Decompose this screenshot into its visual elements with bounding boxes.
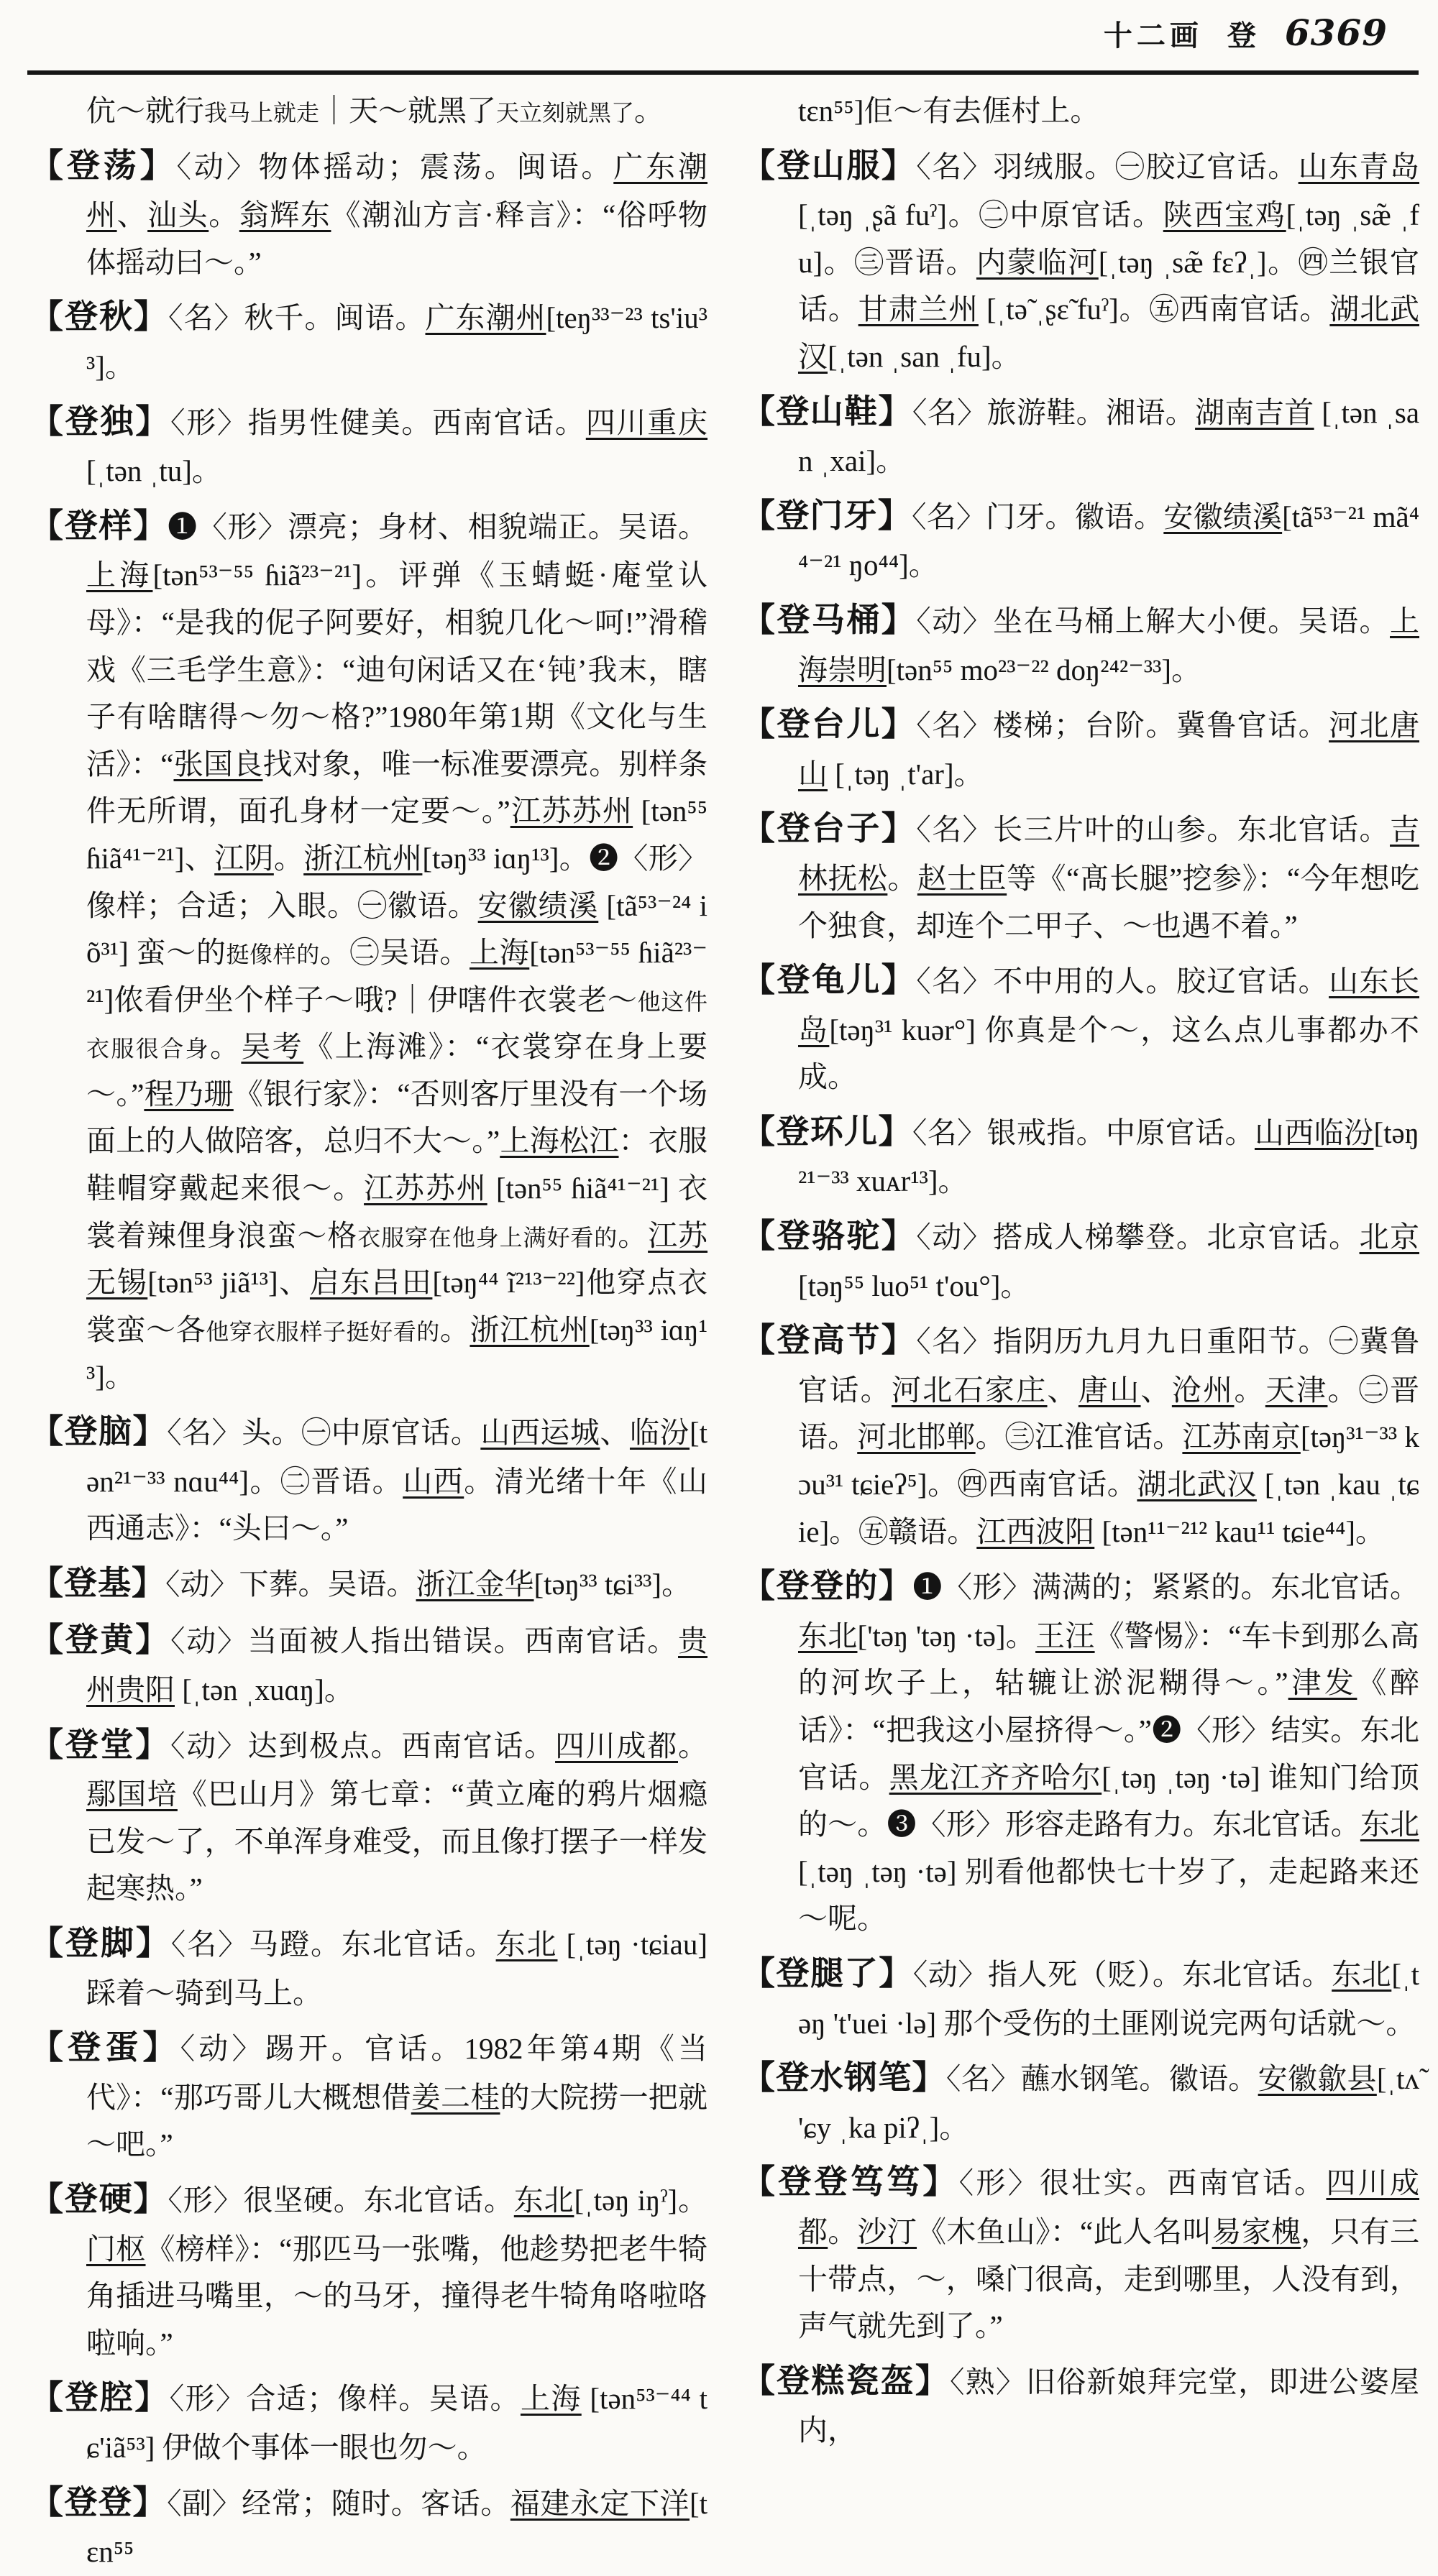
dictionary-entry: 【登环儿】〈名〉银戒指。中原官话。山西临汾[təŋ²¹⁻³³ xuᴀr¹³]。	[742, 1113, 1420, 1198]
page-number: 6369	[1284, 12, 1388, 54]
proper-name-underline: 安徽歙县	[1258, 2062, 1377, 2096]
entry-headword: 【登脑】	[30, 1413, 168, 1450]
inline-gloss: 天立刻就黑了	[496, 100, 635, 126]
continuation-text: 伉～就行我马上就走｜天～就黑了天立刻就黑了。	[86, 94, 664, 127]
proper-name-underline: 浙江杭州	[470, 1312, 590, 1346]
proper-name-underline: 北京	[1359, 1220, 1420, 1254]
dictionary-entry: 【登荡】〈动〉物体摇动；震荡。闽语。广东潮州、汕头。翁辉东《潮汕方言·释言》：“俗呼物体摇动曰～。”	[30, 147, 708, 279]
proper-name-underline: 张国良	[173, 747, 263, 781]
proper-name-underline: 程乃珊	[144, 1077, 234, 1110]
proper-name-underline: 湖北武汉	[798, 293, 1420, 373]
proper-name-underline: 江苏苏州	[364, 1172, 487, 1205]
entry-headword: 【登登的】	[742, 1568, 913, 1605]
dictionary-entry: 【登蛋】〈动〉踢开。官话。1982年第4期《当代》：“那巧哥儿大概想借姜二桂的大院捞一把就～吧。”	[30, 2029, 708, 2161]
proper-name-underline: 陕西宝鸡	[1163, 198, 1286, 232]
entry-headword: 【登堂】	[30, 1726, 170, 1763]
entry-headword: 【登秋】	[30, 298, 168, 336]
entry-headword: 【登独】	[30, 402, 170, 440]
proper-name-underline: 广东潮州	[425, 301, 546, 335]
dictionary-entry: 【登登笃笃】〈形〉很壮实。西南官话。四川成都。沙汀《木鱼山》：“此人名叫易家槐，只有三十带点，～，嗓门很高，走到哪里，人没有到，声气就先到了。”	[742, 2163, 1420, 2343]
entry-headword: 【登山服】	[742, 147, 917, 184]
entry-headword: 【登马桶】	[742, 601, 917, 638]
dictionary-entry: 【登腔】〈形〉合适；像样。吴语。上海 [tən⁵³⁻⁴⁴ tɕ'iã⁵³] 伊做个事体一眼也勿～。	[30, 2379, 708, 2464]
proper-name-underline: 湖南吉首	[1195, 395, 1314, 429]
section-character-label: 登	[1227, 19, 1260, 52]
proper-name-underline: 汕头	[147, 198, 209, 232]
dictionary-entry: 【登硬】〈形〉很坚硬。东北官话。东北[ˌtəŋ iŋˀ]。门枢《榜样》：“那匹马一张嘴，他趁势把老牛犄角插进马嘴里，～的马牙，撞得老牛犄角咯啦咯啦响。”	[30, 2180, 708, 2360]
right-column	[742, 88, 1420, 2447]
dictionary-entry: 【登龟儿】〈名〉不中用的人。胶辽官话。山东长岛[təŋ³¹ kuər°] 你真是个～，这么点儿事都办不成。	[742, 962, 1420, 1094]
dictionary-entry: 【登脑】〈名〉头。㊀中原官话。山西运城、临汾[tən²¹⁻³³ nɑu⁴⁴]。㊁晋语。山西。清光绪十年《山西通志》：“头曰～。”	[30, 1413, 708, 1545]
inline-gloss: 挺像样的	[226, 942, 320, 968]
proper-name-underline: 东北	[1332, 1957, 1392, 1991]
proper-name-underline: 河北石家庄	[891, 1373, 1048, 1407]
proper-name-underline: 上海	[86, 558, 153, 592]
entry-headword: 【登样】	[30, 507, 168, 544]
proper-name-underline: 四川重庆	[585, 405, 708, 439]
proper-name-underline: 吴考	[241, 1030, 304, 1064]
entry-headword: 【登登】	[30, 2483, 168, 2521]
proper-name-underline: 赵士臣	[917, 861, 1007, 895]
proper-name-underline: 山西	[403, 1464, 464, 1498]
entry-headword: 【登硬】	[30, 2180, 168, 2217]
entry-headword: 【登水钢笔】	[742, 2059, 946, 2097]
proper-name-underline: 安徽绩溪	[477, 888, 599, 922]
entry-headword: 【登基】	[30, 1564, 165, 1601]
proper-name-underline: 东北	[1360, 1808, 1420, 1841]
dictionary-entry: 【登黄】〈动〉当面被人指出错误。西南官话。贵州贵阳 [ˌtən ˌxuɑŋ]。	[30, 1622, 707, 1706]
proper-name-underline: 天津	[1265, 1373, 1328, 1407]
proper-name-underline: 江西波阳	[976, 1514, 1095, 1548]
dictionary-entry: 【登腿了】〈动〉指人死（贬）。东北官话。东北[ˌtəŋ 't'uei ·lə] 那个受伤的土匪刚说完两句话就～。	[742, 1954, 1420, 2040]
proper-name-underline: 启东吕田	[309, 1266, 433, 1300]
proper-name-underline: 四川成都	[798, 2166, 1420, 2248]
left-column	[30, 88, 708, 2569]
proper-name-underline: 江苏无锡	[86, 1218, 708, 1300]
proper-name-underline: 浙江杭州	[303, 841, 423, 875]
proper-name-underline: 广东潮州	[86, 150, 707, 232]
proper-name-underline: 山东长岛	[798, 965, 1420, 1046]
proper-name-underline: 沙汀	[857, 2214, 917, 2248]
entry-headword: 【登登笃笃】	[742, 2163, 959, 2201]
proper-name-underline: 山西临汾	[1254, 1116, 1374, 1149]
entry-headword: 【登山鞋】	[742, 392, 912, 430]
proper-name-underline: 唐山	[1078, 1373, 1141, 1407]
proper-name-underline: 津发	[1288, 1666, 1357, 1700]
proper-name-underline: 沧州	[1171, 1373, 1235, 1407]
proper-name-underline: 门枢	[86, 2232, 146, 2266]
proper-name-underline: 河北邯郸	[857, 1420, 976, 1454]
proper-name-underline: 上海松江	[500, 1124, 619, 1158]
proper-name-underline: 上海	[470, 936, 530, 970]
proper-name-underline: 内蒙临河	[976, 245, 1099, 279]
entry-headword: 【登高节】	[742, 1322, 917, 1359]
entry-headword: 【登龟儿】	[742, 962, 917, 999]
dictionary-entry: 【登山服】〈名〉羽绒服。㊀胶辽官话。山东青岛 [ˌtəŋ ˌʂã fuˀ]。㊁中原官话。陕西宝鸡[ˌtəŋ ˌsæ̃ ˌfu]。㊂晋语。内蒙临河[ˌtəŋ ˌsæ̃ fɛʔˌ]。㊃兰银官话。甘肃兰州 [ˌtə̃ ˌʂɛ̃ fuˀ]。㊄西南官话。湖北武汉[ˌtən ˌsan ˌfu]。	[742, 147, 1420, 373]
proper-name-underline: 福建永定下洋	[510, 2486, 690, 2520]
proper-name-underline: 东北	[798, 1619, 858, 1652]
inline-gloss: 衣服穿在他身上满好看的	[357, 1224, 618, 1251]
entry-headword: 【登蛋】	[30, 2029, 180, 2066]
dictionary-entry: 【登台儿】〈名〉楼梯；台阶。冀鲁官话。河北唐山 [ˌtəŋ ˌt'ar]。	[742, 706, 1420, 791]
dictionary-entry: 【登堂】〈动〉达到极点。西南官话。四川成都。鄢国培《巴山月》第七章：“黄立庵的鸦片烟瘾已发～了，不单浑身难受，而且像打摆子一样发起寒热。”	[30, 1726, 707, 1905]
dictionary-entry: 【登样】❶〈形〉漂亮；身材、相貌端正。吴语。上海[tən⁵³⁻⁵⁵ ɦiã²³⁻²¹]。评弹《玉蜻蜓·庵堂认母》：“是我的伲子阿要好，相貌几化～呵!”滑稽戏《三毛学生意》：“迪句闲话又在‘钝’我末，瞎子有啥瞎得～勿～格?”1980年第1期《文化与生活》：“张国良找对象，唯一标准要漂亮。别样条件无所谓，面孔身材一定要～。”江苏苏州 [tən⁵⁵ ɦiã⁴¹⁻²¹]、江阴。浙江杭州[təŋ³³ iɑŋ¹³]。❷〈形〉像样；合适；入眼。㊀徽语。安徽绩溪 [tã⁵³⁻²⁴ iõ³¹] 蛮～的挺像样的。㊁吴语。上海[tən⁵³⁻⁵⁵ ɦiã²³⁻²¹]侬看伊坐个样子～哦?｜伊嗐件衣裳老～他这件衣服很合身。吴考《上海滩》：“衣裳穿在身上要～。”程乃珊《银行家》：“否则客厅里没有一个场面上的人做陪客，总归不大～。”上海松江：衣服鞋帽穿戴起来很～。江苏苏州 [tən⁵⁵ ɦiã⁴¹⁻²¹] 衣裳着辣俚身浪蛮～格衣服穿在他身上满好看的。江苏无锡[tən⁵³ jiã¹³]、启东吕田[təŋ⁴⁴ ĩ²¹³⁻²²]他穿点衣裳蛮～各他穿衣服样子挺好看的。浙江杭州[təŋ³³ iɑŋ¹³]。	[30, 507, 708, 1394]
proper-name-underline: 山东青岛	[1298, 150, 1420, 183]
proper-name-underline: 浙江金华	[416, 1567, 534, 1601]
proper-name-underline: 吉林抚松	[798, 813, 1420, 895]
dictionary-entry: 【登山鞋】〈名〉旅游鞋。湘语。湖南吉首 [ˌtən ˌsan ˌxai]。	[742, 392, 1420, 478]
entry-headword: 【登骆驼】	[742, 1218, 917, 1255]
inline-gloss: 我马上就走	[204, 100, 320, 126]
entry-headword: 【登脚】	[30, 1924, 171, 1961]
proper-name-underline: 江苏南京	[1182, 1420, 1301, 1454]
dictionary-entry: 【登台子】〈名〉长三片叶的山参。东北官话。吉林抚松。赵士臣等《“髙长腿”挖参》：“今年想吃个独食，却连个二甲子、～也遇不着。”	[742, 810, 1420, 942]
entry-headword: 【登台子】	[742, 810, 917, 847]
proper-name-underline: 安徽绩溪	[1163, 500, 1283, 533]
inline-gloss: 他这件衣服很合身	[86, 988, 707, 1062]
proper-name-underline: 临汾	[629, 1416, 690, 1450]
dictionary-entry: 【登登】〈副〉经常；随时。客话。福建永定下洋[tɛn⁵⁵	[30, 2483, 708, 2569]
proper-name-underline: 河北唐山	[798, 709, 1420, 791]
entry-headword: 【登荡】	[30, 147, 177, 184]
dictionary-entry: 【登骆驼】〈动〉搭成人梯攀登。北京官话。北京 [təŋ⁵⁵ luo⁵¹ t'ou°]。	[742, 1218, 1420, 1302]
proper-name-underline: 东北	[513, 2183, 574, 2217]
text-columns	[30, 88, 1420, 2569]
dictionary-entry: 【登独】〈形〉指男性健美。西南官话。四川重庆 [ˌtən ˌtu]。	[30, 402, 708, 488]
header-rule	[27, 70, 1419, 75]
dictionary-entry: 【登脚】〈名〉马蹬。东北官话。东北 [ˌtəŋ ·tɕiau]踩着～骑到马上。	[30, 1924, 708, 2010]
proper-name-underline: 江阴	[214, 841, 274, 875]
proper-name-underline: 王汪	[1035, 1619, 1095, 1652]
stroke-section-label: 十二画	[1103, 19, 1203, 52]
proper-name-underline: 黑龙江齐齐哈尔	[889, 1760, 1102, 1794]
entry-headword: 【登腿了】	[742, 1954, 913, 1992]
entry-headword: 【登台儿】	[742, 706, 917, 743]
dictionary-entry: 【登登的】❶〈形〉满满的；紧紧的。东北官话。东北['təŋ 'təŋ ·tə]。王汪《警惕》：“车卡到那么高的河坎子上，轱辘让淤泥糊得～。”津发《醉话》：“把我这小屋挤得～。”❷〈形〉结实。东北官话。黑龙江齐齐哈尔[ˌtəŋ ˌtəŋ ·tə] 谁知门给顶的～。❸〈形〉形容走路有力。东北官话。东北 [ˌtəŋ ˌtəŋ ·tə] 别看他都快七十岁了，走起路来还～呢。	[742, 1568, 1420, 1936]
dictionary-entry: 【登秋】〈名〉秋千。闽语。广东潮州[teŋ³³⁻²³ ts'iu³³]。	[30, 298, 707, 383]
proper-name-underline: 贵州贵阳	[86, 1624, 707, 1706]
entry-headword: 【登门牙】	[742, 497, 912, 534]
dictionary-entry: 【登水钢笔】〈名〉蘸水钢笔。徽语。安徽歙县[ˌtʌ̃ 'ɕy ˌka piʔˌ]。	[742, 2059, 1420, 2144]
proper-name-underline: 东北	[495, 1927, 558, 1961]
continuation-text: tɛn⁵⁵]佢～有去𠊎村上。	[798, 94, 1100, 127]
dictionary-entry: 【登门牙】〈名〉门牙。徽语。安徽绩溪[tã⁵³⁻²¹ mã⁴⁴⁻²¹ ŋo⁴⁴]。	[742, 497, 1420, 582]
proper-name-underline: 易家槐	[1212, 2214, 1301, 2248]
entry-headword: 【登黄】	[30, 1622, 170, 1659]
proper-name-underline: 湖北武汉	[1137, 1468, 1257, 1501]
dictionary-entry: 【登高节】〈名〉指阴历九月九日重阳节。㊀冀鲁官话。河北石家庄、唐山、沧州。天津。㊁晋语。河北邯郸。㊂江淮官话。江苏南京[təŋ³¹⁻³³ kɔu³¹ tɕieʔ⁵]。㊃西南官话。湖北武汉 [ˌtən ˌkau ˌtɕie]。㊄赣语。江西波阳 [tən¹¹⁻²¹² kau¹¹ tɕie⁴⁴]。	[742, 1322, 1420, 1548]
entry-headword: 【登腔】	[30, 2379, 170, 2416]
proper-name-underline: 翁辉东	[239, 198, 331, 232]
dictionary-entry: 【登基】〈动〉下葬。吴语。浙江金华[təŋ³³ tɕi³³]。	[30, 1564, 692, 1601]
proper-name-underline: 鄢国培	[86, 1777, 178, 1811]
entry-headword: 【登糕瓷盔】	[742, 2362, 950, 2399]
running-head	[1104, 12, 1388, 54]
entry-headword: 【登环儿】	[742, 1113, 912, 1150]
dictionary-entry: 【登马桶】〈动〉坐在马桶上解大小便。吴语。上海崇明[tən⁵⁵ mo²³⁻²² doŋ²⁴²⁻³³]。	[742, 601, 1420, 686]
proper-name-underline: 上海	[520, 2382, 582, 2416]
dictionary-entry: 【登糕瓷盔】〈熟〉旧俗新娘拜完堂，即进公婆屋内，	[742, 2362, 1419, 2447]
proper-name-underline: 山西运城	[480, 1416, 600, 1450]
proper-name-underline: 江苏苏州	[510, 794, 633, 828]
proper-name-underline: 姜二桂	[411, 2080, 500, 2114]
proper-name-underline: 甘肃兰州	[858, 293, 979, 326]
proper-name-underline: 四川成都	[555, 1729, 678, 1762]
inline-gloss: 他穿衣服样子挺好看的	[206, 1318, 440, 1345]
proper-name-underline: 上海崇明	[798, 604, 1420, 686]
